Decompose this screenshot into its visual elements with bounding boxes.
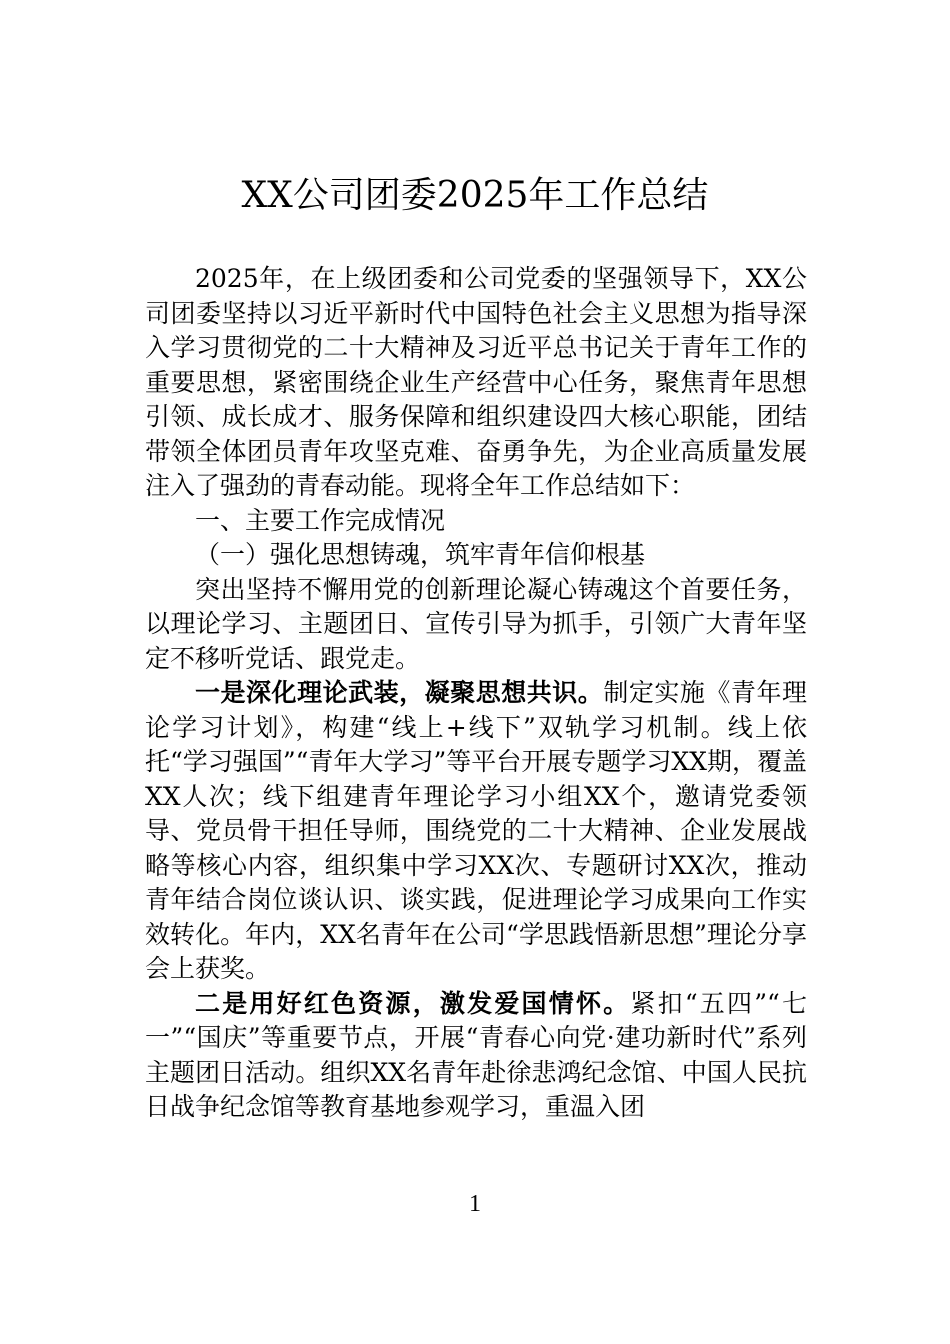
point-one-lead: 一是深化理论武装，凝聚思想共识。 xyxy=(195,678,604,707)
point-two-lead: 二是用好红色资源，激发爱国情怀。 xyxy=(195,988,631,1018)
page-number: 1 xyxy=(469,1191,481,1217)
point-two-paragraph: 二是用好红色资源，激发爱国情怀。紧扣“五四”“七一”“国庆”等重要节点，开展“青春心向党·建功新时代”系列主题团日活动。组织XX名青年赴徐悲鸿纪念馆、中国人民抗日战争纪念馆等教育基地参观学习，重温入团 xyxy=(145,988,807,1121)
section-heading: 一、主要工作完成情况 xyxy=(195,505,446,535)
document-title: XX公司团委2025年工作总结 xyxy=(241,175,709,216)
intro-paragraph: 2025年，在上级团委和公司党委的坚强领导下，XX公司团委坚持以习近平新时代中国特色社会主义思想为指导深入学习贯彻党的二十大精神及习近平总书记关于青年工作的重要思想，紧密围绕企业生产经营中心任务，聚焦青年思想引领、成长成才、服务保障和组织建设四大核心职能，团结带领全体团员青年攻坚克难、奋勇争先，为企业高质量发展注入了强劲的青春动能。现将全年工作总结如下： xyxy=(145,264,807,500)
document-body xyxy=(145,262,807,1125)
subsection-intro-paragraph: 突出坚持不懈用党的创新理论凝心铸魂这个首要任务，以理论学习、主题团日、宣传引导为抓手，引领广大青年坚定不移听党话、跟党走。 xyxy=(145,574,807,673)
point-one-paragraph: 一是深化理论武装，凝聚思想共识。制定实施《青年理论学习计划》，构建“线上+线下”双轨学习机制。线上依托“学习强国”“青年大学习”等平台开展专题学习XX期，覆盖XX人次；线下组建青年理论学习小组XX个，邀请党委领导、党员骨干担任导师，围绕党的二十大精神、企业发展战略等核心内容，组织集中学习XX次、专题研讨XX次，推动青年结合岗位谈认识、谈实践，促进理论学习成果向工作实效转化。年内，XX名青年在公司“学思践悟新思想”理论分享会上获奖。 xyxy=(145,678,807,983)
subsection-heading: （一）强化思想铸魂，筑牢青年信仰根基 xyxy=(195,540,646,569)
